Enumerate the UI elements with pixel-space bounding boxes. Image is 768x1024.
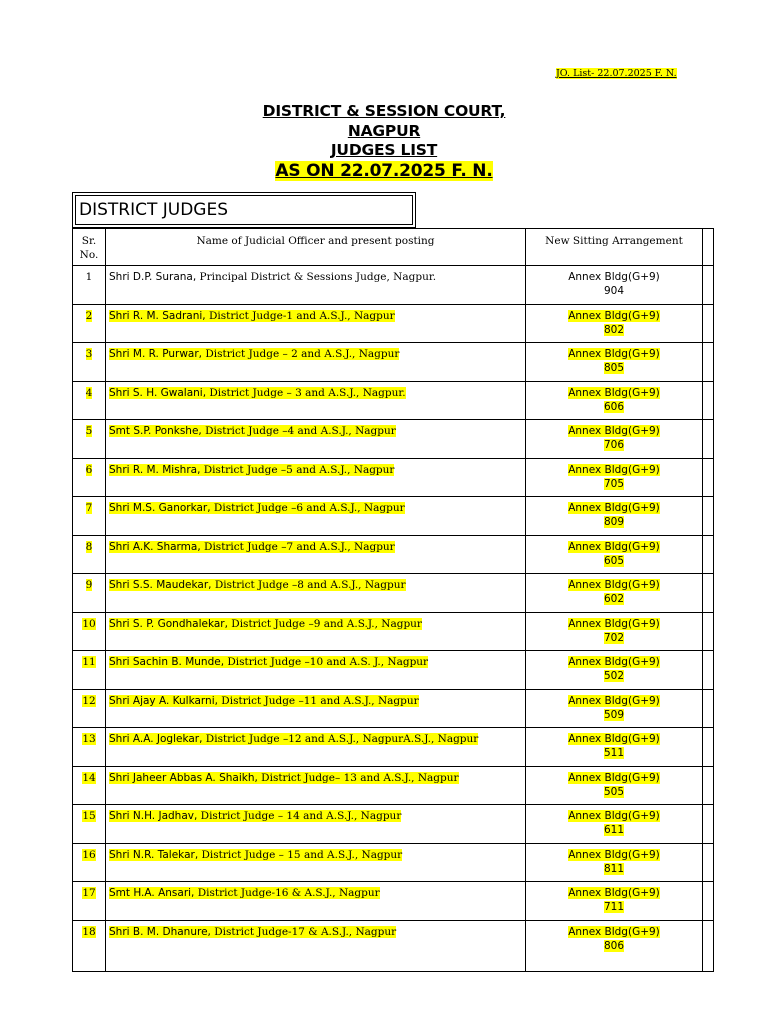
table-row	[73, 343, 714, 382]
sitting-cell	[526, 266, 703, 305]
sitting-building: Annex Bldg(G+9)	[568, 925, 660, 938]
officer-name: Shri A.A. Joglekar,	[109, 733, 203, 745]
sr-no-cell	[73, 882, 106, 921]
sitting-building: Annex Bldg(G+9)	[568, 309, 660, 322]
officer-cell	[106, 805, 526, 844]
court-name: DISTRICT & SESSION COURT,	[262, 102, 506, 120]
row-spacer	[703, 766, 714, 805]
officer-name: Shri Sachin B. Munde,	[109, 656, 225, 668]
sr-no-cell	[73, 304, 106, 343]
officer-posting: District Judge – 14 and A.S.J., Nagpur	[197, 810, 402, 822]
officer-name: Shri N.R. Talekar,	[109, 848, 199, 861]
table-row	[73, 574, 714, 613]
sitting-building: Annex Bldg(G+9)	[568, 271, 660, 283]
officer-posting: District Judge– 13 and A.S.J., Nagpur	[257, 771, 459, 784]
officer-cell	[106, 766, 526, 805]
section-heading: DISTRICT JUDGES	[75, 195, 413, 225]
sr-no: 18	[82, 925, 96, 938]
officer-text	[109, 810, 401, 822]
sitting-cell	[526, 920, 703, 971]
table-header-row	[73, 229, 714, 266]
officer-posting: District Judge –5 and A.S.J., Nagpur	[200, 463, 395, 476]
sitting-room: 706	[603, 439, 625, 451]
officer-posting: Principal District & Sessions Judge, Nagpur.	[196, 271, 437, 283]
officer-text	[109, 618, 422, 630]
sitting-building: Annex Bldg(G+9)	[568, 887, 660, 899]
sr-no: 13	[82, 733, 96, 745]
officer-name: Shri M. R. Purwar,	[109, 348, 203, 360]
row-spacer	[703, 574, 714, 613]
sitting-cell	[526, 343, 703, 382]
officer-text	[109, 926, 396, 938]
officer-posting: District Judge-16 & A.S.J., Nagpur	[194, 887, 380, 899]
sr-no-cell	[73, 766, 106, 805]
sitting-building: Annex Bldg(G+9)	[568, 386, 660, 399]
table-row	[73, 689, 714, 728]
officer-name: Smt H.A. Ansari,	[109, 887, 195, 899]
officer-name: Shri S.S. Maudekar,	[109, 579, 212, 591]
officer-name: Shri A.K. Sharma,	[109, 540, 201, 553]
sitting-building: Annex Bldg(G+9)	[568, 848, 660, 861]
sr-no: 10	[82, 617, 96, 630]
officer-posting: District Judge –4 and A.S.J., Nagpur	[201, 425, 396, 437]
officer-name: Shri B. M. Dhanure,	[109, 925, 211, 938]
officer-text	[109, 733, 478, 745]
officer-cell	[106, 920, 526, 971]
officer-text	[109, 348, 399, 360]
officer-name: Shri S. H. Gwalani,	[109, 386, 207, 399]
officer-cell	[106, 574, 526, 613]
sitting-cell	[526, 728, 703, 767]
row-spacer	[703, 458, 714, 497]
officer-posting: District Judge-17 & A.S.J., Nagpur	[210, 925, 397, 938]
sr-no-cell	[73, 535, 106, 574]
officer-posting: District Judge –7 and A.S.J., Nagpur	[200, 540, 395, 553]
sitting-building: Annex Bldg(G+9)	[568, 694, 660, 707]
sitting-room: 611	[603, 824, 625, 836]
sitting-room: 811	[603, 862, 625, 875]
officer-name: Shri R. M. Mishra,	[109, 463, 201, 476]
sitting-cell	[526, 497, 703, 536]
sr-no: 12	[82, 694, 96, 707]
table-row	[73, 266, 714, 305]
officer-text	[109, 425, 396, 437]
sitting-cell	[526, 882, 703, 921]
officer-text	[109, 310, 395, 322]
sr-no-cell	[73, 651, 106, 690]
row-spacer	[703, 882, 714, 921]
document-title-block	[0, 102, 768, 181]
header-sitting: New Sitting Arrangement	[526, 229, 703, 266]
officer-cell	[106, 343, 526, 382]
sitting-room: 502	[603, 670, 625, 682]
officer-cell	[106, 689, 526, 728]
sitting-cell	[526, 766, 703, 805]
officer-posting: District Judge –10 and A.S. J., Nagpur	[224, 656, 429, 668]
row-spacer	[703, 805, 714, 844]
table-row	[73, 535, 714, 574]
sitting-room: 702	[603, 631, 625, 644]
officer-posting: District Judge –8 and A.S.J., Nagpur	[211, 579, 406, 591]
officer-text	[109, 849, 402, 861]
sitting-cell	[526, 304, 703, 343]
list-title: JUDGES LIST	[330, 141, 438, 159]
officer-posting: District Judge –6 and A.S.J., Nagpur	[210, 502, 405, 514]
sr-no: 8	[85, 540, 93, 553]
officer-text	[109, 772, 459, 784]
row-spacer	[703, 728, 714, 767]
sitting-room: 606	[603, 400, 625, 413]
sr-no: 9	[85, 579, 93, 591]
table-row	[73, 458, 714, 497]
sr-no-cell	[73, 381, 106, 420]
sr-no: 15	[82, 810, 96, 822]
sitting-cell	[526, 535, 703, 574]
sitting-building: Annex Bldg(G+9)	[568, 540, 660, 553]
sr-no-cell	[73, 420, 106, 459]
officer-cell	[106, 728, 526, 767]
sitting-cell	[526, 843, 703, 882]
sr-no: 16	[82, 848, 96, 861]
sitting-room: 505	[603, 785, 625, 798]
officer-cell	[106, 497, 526, 536]
sr-no: 6	[85, 463, 93, 476]
officer-text	[109, 695, 419, 707]
sitting-building: Annex Bldg(G+9)	[568, 771, 660, 784]
sitting-building: Annex Bldg(G+9)	[568, 502, 660, 514]
officer-name: Shri R. M. Sadrani,	[109, 309, 206, 322]
sitting-cell	[526, 805, 703, 844]
row-spacer	[703, 497, 714, 536]
header-sr-no: Sr. No.	[73, 229, 106, 266]
sitting-building: Annex Bldg(G+9)	[568, 425, 660, 437]
row-spacer	[703, 343, 714, 382]
city-name: NAGPUR	[347, 121, 421, 140]
header-spacer	[703, 229, 714, 266]
row-spacer	[703, 304, 714, 343]
sr-no: 5	[85, 425, 93, 437]
sitting-building: Annex Bldg(G+9)	[568, 579, 660, 591]
table-row	[73, 843, 714, 882]
sitting-room: 806	[603, 939, 625, 952]
officer-posting: District Judge –9 and A.S.J., Nagpur	[227, 617, 422, 630]
officer-name: Shri Ajay A. Kulkarni,	[109, 694, 218, 707]
officer-cell	[106, 843, 526, 882]
row-spacer	[703, 420, 714, 459]
sitting-building: Annex Bldg(G+9)	[568, 733, 660, 745]
sitting-room: 805	[603, 362, 625, 374]
sr-no-cell	[73, 458, 106, 497]
sitting-building: Annex Bldg(G+9)	[568, 617, 660, 630]
table-row	[73, 651, 714, 690]
sitting-room: 802	[603, 323, 625, 336]
officer-text	[109, 887, 380, 899]
row-spacer	[703, 843, 714, 882]
table-row	[73, 766, 714, 805]
table-row	[73, 497, 714, 536]
sr-no-cell	[73, 728, 106, 767]
officer-cell	[106, 420, 526, 459]
officer-cell	[106, 266, 526, 305]
table-row	[73, 920, 714, 971]
judges-table	[72, 228, 714, 972]
sitting-cell	[526, 458, 703, 497]
sitting-building: Annex Bldg(G+9)	[568, 348, 660, 360]
sitting-cell	[526, 574, 703, 613]
sitting-cell	[526, 612, 703, 651]
officer-text	[109, 541, 395, 553]
sitting-building: Annex Bldg(G+9)	[568, 656, 660, 668]
sitting-room: 605	[603, 554, 625, 567]
officer-name: Shri Jaheer Abbas A. Shaikh,	[109, 771, 258, 784]
officer-cell	[106, 882, 526, 921]
row-spacer	[703, 535, 714, 574]
officer-posting: District Judge – 3 and A.S.J., Nagpur.	[206, 386, 406, 399]
sitting-cell	[526, 381, 703, 420]
sitting-room: 511	[603, 747, 625, 759]
row-spacer	[703, 381, 714, 420]
officer-name: Smt S.P. Ponkshe,	[109, 425, 202, 437]
officer-cell	[106, 612, 526, 651]
sr-no-cell	[73, 920, 106, 971]
officer-text	[109, 502, 405, 514]
officer-name: Shri M.S. Ganorkar,	[109, 502, 211, 514]
sitting-cell	[526, 689, 703, 728]
sr-no-cell	[73, 574, 106, 613]
officer-text	[109, 271, 436, 283]
officer-text	[109, 579, 406, 591]
table-row	[73, 420, 714, 459]
sr-no-cell	[73, 612, 106, 651]
sr-no-cell	[73, 689, 106, 728]
officer-name: Shri D.P. Surana,	[109, 271, 197, 283]
sitting-room: 509	[603, 708, 625, 721]
officer-posting: District Judge – 15 and A.S.J., Nagpur	[198, 848, 403, 861]
header-name-posting: Name of Judicial Officer and present posting	[106, 229, 526, 266]
row-spacer	[703, 920, 714, 971]
sr-no: 3	[85, 348, 93, 360]
sitting-room: 711	[603, 901, 625, 913]
list-date: AS ON 22.07.2025 F. N.	[275, 160, 493, 181]
sr-no-cell	[73, 266, 106, 305]
officer-name: Shri N.H. Jadhav,	[109, 810, 198, 822]
officer-posting: District Judge-1 and A.S.J., Nagpur	[205, 309, 395, 322]
table-row	[73, 728, 714, 767]
sr-no: 4	[85, 386, 93, 399]
sitting-room: 705	[603, 477, 625, 490]
sr-no: 17	[82, 887, 96, 899]
officer-posting: District Judge – 2 and A.S.J., Nagpur	[202, 348, 400, 360]
officer-posting: District Judge –11 and A.S.J., Nagpur	[217, 694, 419, 707]
officer-cell	[106, 458, 526, 497]
officer-text	[109, 656, 428, 668]
officer-text	[109, 464, 394, 476]
sitting-room: 904	[603, 285, 625, 297]
sr-no: 11	[82, 656, 96, 668]
sr-no-cell	[73, 843, 106, 882]
sr-no: 14	[82, 771, 96, 784]
table-row	[73, 805, 714, 844]
officer-name: Shri S. P. Gondhalekar,	[109, 617, 228, 630]
sr-no: 2	[85, 309, 93, 322]
row-spacer	[703, 651, 714, 690]
officer-cell	[106, 381, 526, 420]
officer-cell	[106, 535, 526, 574]
table-row	[73, 612, 714, 651]
sr-no-cell	[73, 497, 106, 536]
sitting-room: 602	[603, 593, 625, 605]
officer-text	[109, 387, 406, 399]
sitting-building: Annex Bldg(G+9)	[568, 810, 660, 822]
table-row	[73, 304, 714, 343]
sitting-cell	[526, 420, 703, 459]
table-row	[73, 882, 714, 921]
row-spacer	[703, 689, 714, 728]
section-heading-box	[72, 192, 416, 228]
sitting-cell	[526, 651, 703, 690]
table-row	[73, 381, 714, 420]
sr-no: 7	[85, 502, 93, 514]
sitting-building: Annex Bldg(G+9)	[568, 463, 660, 476]
sitting-room: 809	[603, 516, 625, 528]
row-spacer	[703, 266, 714, 305]
sr-no-cell	[73, 343, 106, 382]
officer-cell	[106, 651, 526, 690]
row-spacer	[703, 612, 714, 651]
officer-cell	[106, 304, 526, 343]
sr-no: 1	[85, 271, 93, 283]
sr-no-cell	[73, 805, 106, 844]
officer-posting: District Judge –12 and A.S.J., NagpurA.S.J., Nagpur	[202, 733, 479, 745]
document-reference: JO. List- 22.07.2025 F. N.	[556, 68, 677, 79]
